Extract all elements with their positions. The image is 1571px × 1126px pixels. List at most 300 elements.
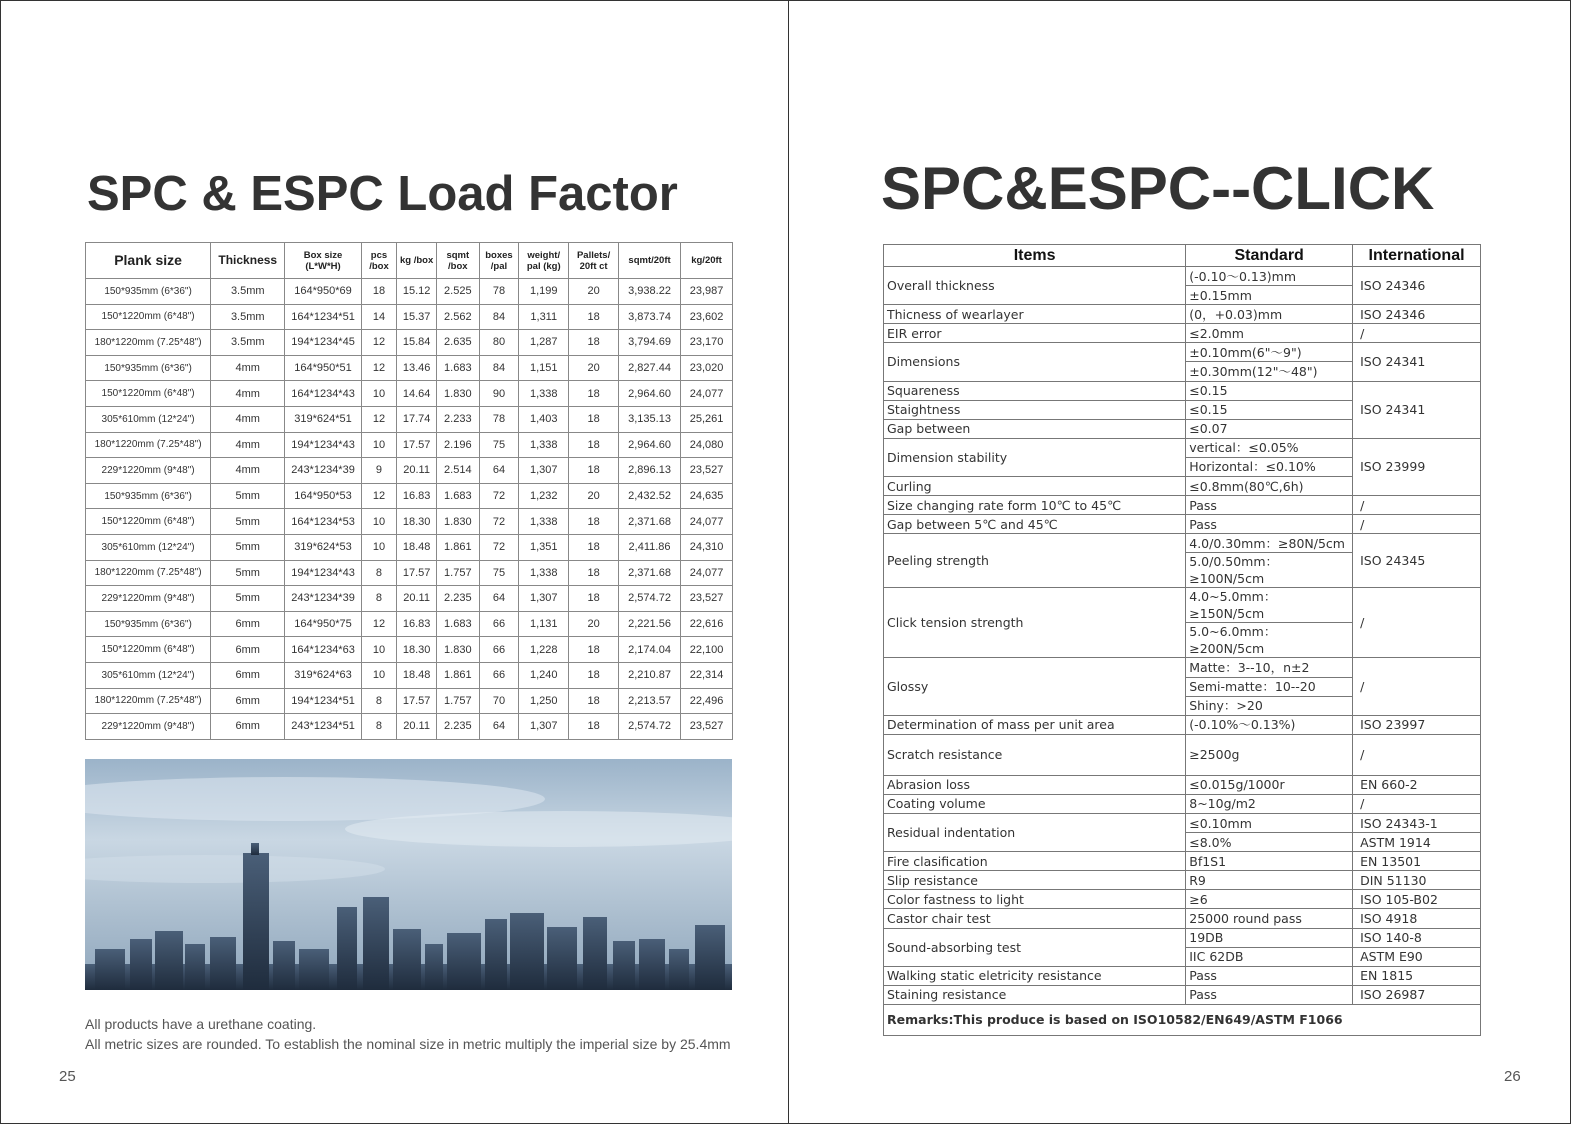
table-cell: 18 — [569, 458, 619, 484]
table-cell: 164*1234*53 — [285, 509, 361, 535]
table-cell: 1.683 — [436, 611, 479, 637]
table-row — [86, 534, 733, 560]
table-header-row — [86, 243, 733, 279]
standard-cell: ±0.15mm — [1186, 286, 1353, 305]
table-cell: 1,228 — [519, 637, 569, 663]
table-cell: 20 — [569, 611, 619, 637]
table-cell: 8 — [361, 586, 397, 612]
intl-cell: / — [1353, 324, 1481, 343]
table-cell: 12 — [361, 406, 397, 432]
table-cell: 150*935mm (6*36") — [86, 611, 211, 637]
load-factor-table — [85, 242, 733, 740]
spec-table — [883, 244, 1481, 1036]
table-row — [884, 534, 1481, 553]
table-cell: 6mm — [211, 637, 285, 663]
table-cell: 84 — [479, 355, 519, 381]
table-cell: 180*1220mm (7.25*48") — [86, 432, 211, 458]
table-row — [86, 406, 733, 432]
table-cell: 24,310 — [681, 534, 733, 560]
intl-cell: ISO 24346 — [1353, 267, 1481, 305]
standard-cell: 5.0~6.0mm：≥200N/5cm — [1186, 623, 1353, 658]
item-cell: Walking static eletricity resistance — [884, 966, 1186, 985]
table-cell: 2.562 — [436, 304, 479, 330]
table-cell: 6mm — [211, 688, 285, 714]
table-cell: 24,080 — [681, 432, 733, 458]
table-cell: 64 — [479, 586, 519, 612]
table-cell: 2,964.60 — [619, 381, 681, 407]
table-cell: 1,307 — [519, 458, 569, 484]
table-cell: 305*610mm (12*24") — [86, 534, 211, 560]
table-cell: 15.37 — [397, 304, 437, 330]
table-cell: 20 — [569, 483, 619, 509]
table-cell: 2,213.57 — [619, 688, 681, 714]
table-row — [884, 267, 1481, 286]
item-cell: Squareness — [884, 381, 1186, 400]
city-skyline-image — [85, 759, 732, 990]
table-cell: 1,232 — [519, 483, 569, 509]
page-number: 26 — [1504, 1068, 1521, 1085]
standard-cell: 8~10g/m2 — [1186, 794, 1353, 813]
table-cell: 243*1234*39 — [285, 586, 361, 612]
intl-cell: ISO 24345 — [1353, 534, 1481, 588]
standard-cell: Pass — [1186, 515, 1353, 534]
table-cell: 18 — [569, 586, 619, 612]
col-header: kg /box — [397, 243, 437, 279]
item-cell: Overall thickness — [884, 267, 1186, 305]
table-cell: 4mm — [211, 406, 285, 432]
intl-cell: / — [1353, 496, 1481, 515]
table-row — [884, 658, 1481, 677]
col-header: sqmt /box — [436, 243, 479, 279]
intl-cell: EN 13501 — [1353, 852, 1481, 871]
item-cell: Slip resistance — [884, 871, 1186, 890]
table-cell: 2.514 — [436, 458, 479, 484]
table-cell: 5mm — [211, 509, 285, 535]
intl-cell: EN 660-2 — [1353, 775, 1481, 794]
table-row — [884, 305, 1481, 324]
table-row — [884, 496, 1481, 515]
table-cell: 229*1220mm (9*48") — [86, 714, 211, 740]
standard-cell: ≤8.0% — [1186, 833, 1353, 852]
table-cell: 16.83 — [397, 611, 437, 637]
table-cell: 150*1220mm (6*48") — [86, 637, 211, 663]
standard-cell: ≤0.15 — [1186, 381, 1353, 400]
table-cell: 1,199 — [519, 279, 569, 305]
item-cell: Peeling strength — [884, 534, 1186, 588]
table-cell: 18 — [569, 662, 619, 688]
table-cell: 2,210.87 — [619, 662, 681, 688]
standard-cell: Shiny：>20 — [1186, 696, 1353, 715]
col-header: kg/20ft — [681, 243, 733, 279]
table-cell: 194*1234*51 — [285, 688, 361, 714]
table-row — [884, 890, 1481, 909]
table-cell: 17.74 — [397, 406, 437, 432]
table-cell: 1,338 — [519, 560, 569, 586]
table-cell: 75 — [479, 432, 519, 458]
table-cell: 16.83 — [397, 483, 437, 509]
table-cell: 10 — [361, 662, 397, 688]
standard-cell: Semi-matte：10--20 — [1186, 677, 1353, 696]
note-coating: All products have a urethane coating. — [85, 1016, 317, 1032]
standard-cell: 5.0/0.50mm：≥100N/5cm — [1186, 553, 1353, 588]
table-cell: 319*624*51 — [285, 406, 361, 432]
table-cell: 3.5mm — [211, 330, 285, 356]
col-header: boxes /pal — [479, 243, 519, 279]
table-cell: 17.57 — [397, 560, 437, 586]
intl-cell: ISO 26987 — [1353, 985, 1481, 1004]
table-cell: 164*1234*51 — [285, 304, 361, 330]
table-cell: 2,964.60 — [619, 432, 681, 458]
load-table-body — [86, 279, 733, 740]
table-cell: 2,371.68 — [619, 509, 681, 535]
intl-cell: ISO 23999 — [1353, 438, 1481, 495]
table-cell: 10 — [361, 381, 397, 407]
table-cell: 1.830 — [436, 381, 479, 407]
intl-cell: ISO 24343-1 — [1353, 813, 1481, 832]
table-cell: 22,616 — [681, 611, 733, 637]
table-cell: 72 — [479, 534, 519, 560]
standard-cell: ≥6 — [1186, 890, 1353, 909]
table-cell: 14 — [361, 304, 397, 330]
table-row — [86, 304, 733, 330]
table-cell: 1,307 — [519, 714, 569, 740]
table-cell: 75 — [479, 560, 519, 586]
intl-cell: EN 1815 — [1353, 966, 1481, 985]
table-cell: 24,077 — [681, 560, 733, 586]
item-cell: Sound-absorbing test — [884, 928, 1186, 966]
table-cell: 24,077 — [681, 509, 733, 535]
table-row — [884, 1004, 1481, 1035]
table-cell: 180*1220mm (7.25*48") — [86, 688, 211, 714]
table-cell: 20.11 — [397, 586, 437, 612]
table-cell: 24,077 — [681, 381, 733, 407]
table-cell: 80 — [479, 330, 519, 356]
table-cell: 1,311 — [519, 304, 569, 330]
table-cell: 150*935mm (6*36") — [86, 355, 211, 381]
table-cell: 2,827.44 — [619, 355, 681, 381]
table-cell: 64 — [479, 714, 519, 740]
table-cell: 6mm — [211, 611, 285, 637]
table-cell: 150*935mm (6*36") — [86, 279, 211, 305]
table-cell: 229*1220mm (9*48") — [86, 586, 211, 612]
table-row — [884, 381, 1481, 400]
standard-cell: 4.0/0.30mm：≥80N/5cm — [1186, 534, 1353, 553]
table-cell: 1.757 — [436, 688, 479, 714]
table-cell: 2.635 — [436, 330, 479, 356]
table-cell: 17.57 — [397, 432, 437, 458]
table-row — [884, 852, 1481, 871]
table-cell: 22,496 — [681, 688, 733, 714]
standard-cell: ±0.10mm(6"～9") — [1186, 343, 1353, 362]
table-cell: 1,338 — [519, 509, 569, 535]
item-cell: Click tension strength — [884, 588, 1186, 658]
item-cell: Staightness — [884, 400, 1186, 419]
table-cell: 319*624*53 — [285, 534, 361, 560]
table-cell: 10 — [361, 637, 397, 663]
table-cell: 72 — [479, 483, 519, 509]
table-row — [884, 324, 1481, 343]
table-row — [884, 343, 1481, 362]
standard-cell: ≥2500g — [1186, 734, 1353, 775]
table-cell: 18.30 — [397, 637, 437, 663]
table-cell: 1,151 — [519, 355, 569, 381]
item-cell: Dimensions — [884, 343, 1186, 381]
table-cell: 164*1234*63 — [285, 637, 361, 663]
table-cell: 164*950*51 — [285, 355, 361, 381]
item-cell: Thicness of wearlayer — [884, 305, 1186, 324]
table-cell: 164*950*75 — [285, 611, 361, 637]
table-row — [86, 330, 733, 356]
intl-cell: DIN 51130 — [1353, 871, 1481, 890]
table-row — [884, 588, 1481, 623]
intl-cell: / — [1353, 588, 1481, 658]
table-cell: 18 — [569, 330, 619, 356]
table-cell: 23,527 — [681, 586, 733, 612]
item-cell: Gap between — [884, 419, 1186, 438]
table-cell: 23,527 — [681, 458, 733, 484]
col-header: Thickness — [211, 243, 285, 279]
item-cell: Color fastness to light — [884, 890, 1186, 909]
table-cell: 66 — [479, 611, 519, 637]
table-cell: 18 — [569, 406, 619, 432]
table-cell: 18.48 — [397, 534, 437, 560]
col-header-international: International — [1353, 245, 1481, 267]
table-cell: 18 — [569, 560, 619, 586]
table-cell: 3,794.69 — [619, 330, 681, 356]
page-number: 25 — [59, 1068, 76, 1085]
item-cell: Determination of mass per unit area — [884, 715, 1186, 734]
table-cell: 10 — [361, 509, 397, 535]
table-row — [884, 909, 1481, 928]
table-cell: 14.64 — [397, 381, 437, 407]
table-cell: 10 — [361, 534, 397, 560]
table-cell: 20.11 — [397, 714, 437, 740]
standard-cell: 19DB — [1186, 928, 1353, 947]
table-row — [86, 586, 733, 612]
table-cell: 24,635 — [681, 483, 733, 509]
table-cell: 243*1234*39 — [285, 458, 361, 484]
standard-cell: ≤0.15 — [1186, 400, 1353, 419]
table-cell: 72 — [479, 509, 519, 535]
table-cell: 2,574.72 — [619, 714, 681, 740]
item-cell: Residual indentation — [884, 813, 1186, 851]
table-cell: 164*950*53 — [285, 483, 361, 509]
table-cell: 180*1220mm (7.25*48") — [86, 560, 211, 586]
table-cell: 229*1220mm (9*48") — [86, 458, 211, 484]
standard-cell: Pass — [1186, 985, 1353, 1004]
col-header: Plank size — [86, 243, 211, 279]
table-cell: 23,170 — [681, 330, 733, 356]
standard-cell: vertical：≤0.05% — [1186, 438, 1353, 457]
table-cell: 319*624*63 — [285, 662, 361, 688]
table-cell: 17.57 — [397, 688, 437, 714]
standard-cell: 4.0~5.0mm：≥150N/5cm — [1186, 588, 1353, 623]
standard-cell: ≤0.10mm — [1186, 813, 1353, 832]
table-cell: 1.830 — [436, 509, 479, 535]
table-cell: 194*1234*45 — [285, 330, 361, 356]
table-cell: 1.757 — [436, 560, 479, 586]
item-cell: Gap between 5℃ and 45℃ — [884, 515, 1186, 534]
item-cell: Dimension stability — [884, 438, 1186, 476]
table-cell: 1,338 — [519, 381, 569, 407]
table-cell: 66 — [479, 637, 519, 663]
table-cell: 1.861 — [436, 662, 479, 688]
table-row — [884, 928, 1481, 947]
table-cell: 15.84 — [397, 330, 437, 356]
table-cell: 6mm — [211, 714, 285, 740]
table-cell: 8 — [361, 560, 397, 586]
table-cell: 12 — [361, 611, 397, 637]
remarks-text: Remarks:This produce is based on ISO10582/EN649/ASTM F1066 — [884, 1004, 1481, 1035]
table-row — [86, 279, 733, 305]
table-row — [86, 432, 733, 458]
table-cell: 23,020 — [681, 355, 733, 381]
item-cell: Glossy — [884, 658, 1186, 715]
item-cell: Fire clasification — [884, 852, 1186, 871]
table-cell: 194*1234*43 — [285, 560, 361, 586]
table-row — [884, 715, 1481, 734]
col-header: sqmt/20ft — [619, 243, 681, 279]
standard-cell: (0，+0.03)mm — [1186, 305, 1353, 324]
intl-cell: ISO 24346 — [1353, 305, 1481, 324]
table-cell: 3.5mm — [211, 304, 285, 330]
table-cell: 20 — [569, 355, 619, 381]
table-row — [884, 734, 1481, 775]
table-cell: 18 — [361, 279, 397, 305]
table-row — [86, 637, 733, 663]
table-cell: 70 — [479, 688, 519, 714]
table-row — [86, 714, 733, 740]
table-cell: 150*1220mm (6*48") — [86, 381, 211, 407]
table-cell: 1,307 — [519, 586, 569, 612]
table-cell: 25,261 — [681, 406, 733, 432]
table-cell: 1,287 — [519, 330, 569, 356]
table-cell: 4mm — [211, 458, 285, 484]
intl-cell: ISO 23997 — [1353, 715, 1481, 734]
table-cell: 305*610mm (12*24") — [86, 406, 211, 432]
standard-cell: R9 — [1186, 871, 1353, 890]
table-cell: 1.861 — [436, 534, 479, 560]
table-cell: 5mm — [211, 586, 285, 612]
table-cell: 2,221.56 — [619, 611, 681, 637]
standard-cell: Pass — [1186, 966, 1353, 985]
table-cell: 1,351 — [519, 534, 569, 560]
table-cell: 150*935mm (6*36") — [86, 483, 211, 509]
table-cell: 13.46 — [397, 355, 437, 381]
item-cell: Staining resistance — [884, 985, 1186, 1004]
page-title: SPC & ESPC Load Factor — [87, 167, 678, 221]
table-cell: 4mm — [211, 381, 285, 407]
table-cell: 18 — [569, 432, 619, 458]
page-title: SPC&ESPC--CLICK — [881, 155, 1435, 222]
standard-cell: (-0.10%～0.13%) — [1186, 715, 1353, 734]
item-cell: Curling — [884, 477, 1186, 496]
table-cell: 2.235 — [436, 714, 479, 740]
table-cell: 18 — [569, 509, 619, 535]
standard-cell: Horizontal：≤0.10% — [1186, 457, 1353, 476]
item-cell: EIR error — [884, 324, 1186, 343]
intl-cell: ISO 4918 — [1353, 909, 1481, 928]
table-row — [86, 560, 733, 586]
col-header: weight/ pal (kg) — [519, 243, 569, 279]
table-row — [86, 483, 733, 509]
table-cell: 2,371.68 — [619, 560, 681, 586]
table-cell: 18 — [569, 304, 619, 330]
table-row — [86, 688, 733, 714]
table-header-row — [884, 245, 1481, 267]
table-cell: 3,873.74 — [619, 304, 681, 330]
table-row — [86, 662, 733, 688]
table-cell: 12 — [361, 355, 397, 381]
table-row — [86, 355, 733, 381]
table-cell: 5mm — [211, 534, 285, 560]
table-cell: 20 — [569, 279, 619, 305]
table-cell: 2.233 — [436, 406, 479, 432]
table-row — [86, 458, 733, 484]
table-cell: 8 — [361, 688, 397, 714]
table-cell: 2.196 — [436, 432, 479, 458]
standard-cell: Matte：3--10，n±2 — [1186, 658, 1353, 677]
table-cell: 90 — [479, 381, 519, 407]
table-cell: 18 — [569, 714, 619, 740]
intl-cell: ASTM E90 — [1353, 947, 1481, 966]
table-cell: 3,938.22 — [619, 279, 681, 305]
table-row — [884, 515, 1481, 534]
table-cell: 78 — [479, 406, 519, 432]
table-cell: 1,250 — [519, 688, 569, 714]
table-cell: 4mm — [211, 355, 285, 381]
table-row — [884, 813, 1481, 832]
table-cell: 6mm — [211, 662, 285, 688]
table-cell: 64 — [479, 458, 519, 484]
table-row — [884, 966, 1481, 985]
table-cell: 4mm — [211, 432, 285, 458]
table-cell: 20.11 — [397, 458, 437, 484]
intl-cell: ISO 24341 — [1353, 343, 1481, 381]
table-cell: 12 — [361, 330, 397, 356]
table-cell: 1,403 — [519, 406, 569, 432]
intl-cell: / — [1353, 515, 1481, 534]
intl-cell: ISO 24341 — [1353, 381, 1481, 438]
table-cell: 2,896.13 — [619, 458, 681, 484]
table-cell: 2,432.52 — [619, 483, 681, 509]
standard-cell: IIC 62DB — [1186, 947, 1353, 966]
table-cell: 23,987 — [681, 279, 733, 305]
table-cell: 84 — [479, 304, 519, 330]
col-header-items: Items — [884, 245, 1186, 267]
table-cell: 2,574.72 — [619, 586, 681, 612]
item-cell: Coating volume — [884, 794, 1186, 813]
item-cell: Abrasion loss — [884, 775, 1186, 794]
table-cell: 150*1220mm (6*48") — [86, 509, 211, 535]
table-cell: 12 — [361, 483, 397, 509]
table-cell: 8 — [361, 714, 397, 740]
table-cell: 23,527 — [681, 714, 733, 740]
table-cell: 18 — [569, 534, 619, 560]
table-cell: 9 — [361, 458, 397, 484]
table-row — [884, 438, 1481, 457]
table-cell: 22,314 — [681, 662, 733, 688]
table-cell: 2,411.86 — [619, 534, 681, 560]
table-cell: 305*610mm (12*24") — [86, 662, 211, 688]
table-cell: 5mm — [211, 483, 285, 509]
table-row — [86, 381, 733, 407]
table-cell: 18 — [569, 381, 619, 407]
intl-cell: ISO 140-8 — [1353, 928, 1481, 947]
standard-cell: Bf1S1 — [1186, 852, 1353, 871]
table-cell: 3.5mm — [211, 279, 285, 305]
intl-cell: / — [1353, 734, 1481, 775]
